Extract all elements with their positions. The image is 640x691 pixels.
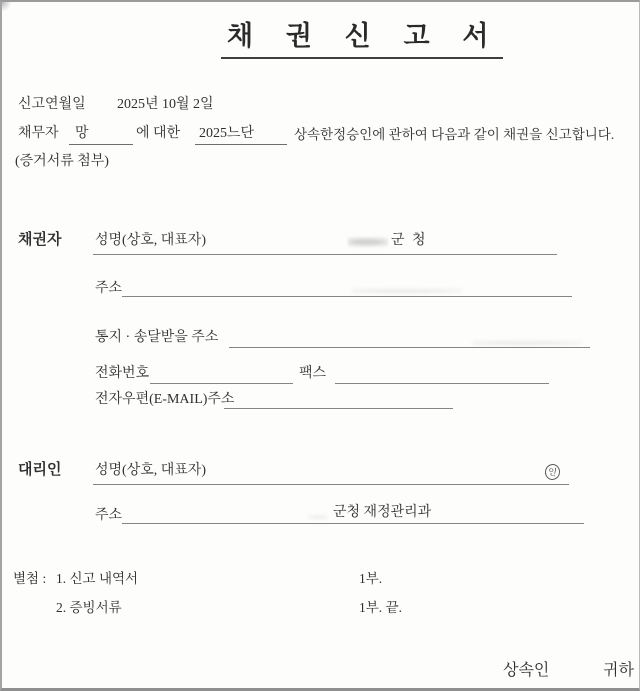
- redacted-text-smudge: [348, 235, 388, 249]
- attachment-item-1-qty: 1부.: [359, 571, 383, 586]
- attachments-label: 별첨 :: [13, 571, 47, 586]
- closing-recipient: 상속인: [503, 662, 550, 679]
- declaration-text: 상속한정승인에 관하여 다음과 같이 채권을 신고합니다.: [294, 127, 615, 142]
- attachment-item-1-name: 1. 신고 내역서: [56, 571, 139, 586]
- scan-smudge: [352, 287, 462, 295]
- report-date-label: 신고연월일: [18, 97, 86, 112]
- case-number-value: 2025느단: [199, 126, 255, 141]
- debtor-value: 망: [75, 126, 89, 141]
- case-number-underline: [195, 144, 287, 145]
- agent-address-label: 주소: [95, 508, 123, 523]
- debtor-connector-text: 에 대한: [136, 126, 181, 141]
- attachment-item-2-name: 2. 증빙서류: [56, 600, 122, 615]
- creditor-fax-underline: [335, 383, 549, 384]
- scan-smudge: [472, 339, 582, 347]
- attachment-item-2-qty: 1부. 끝.: [359, 600, 402, 615]
- agent-address-underline: [122, 523, 584, 524]
- creditor-address-underline: [122, 296, 572, 297]
- creditor-fax-label: 팩스: [299, 366, 327, 381]
- creditor-name-label: 성명(상호, 대표자): [95, 233, 206, 248]
- evidence-note: (증거서류 첨부): [15, 154, 109, 169]
- agent-address-value: 군청 재정관리과: [333, 505, 432, 520]
- creditor-phone-underline: [150, 383, 293, 384]
- creditor-email-label: 전자우편(E-MAIL)주소: [95, 392, 235, 407]
- seal-mark-icon: 인: [544, 463, 562, 481]
- scan-smudge: [308, 514, 328, 520]
- creditor-phone-label: 전화번호: [95, 366, 150, 381]
- scan-corner-artifact: [2, 2, 11, 11]
- creditor-notice-address-underline: [229, 347, 590, 348]
- creditor-email-underline: [224, 408, 453, 409]
- closing-honorific: 귀하: [603, 662, 634, 679]
- creditor-name-underline: [93, 254, 557, 255]
- debtor-value-underline: [69, 144, 133, 145]
- agent-section-label: 대리인: [18, 462, 62, 478]
- report-date-value: 2025년 10월 2일: [117, 97, 214, 112]
- creditor-section-label: 채권자: [18, 232, 62, 248]
- creditor-notice-address-label: 통지 · 송달받을 주소: [95, 330, 219, 345]
- document-title: 채 권 신 고 서: [221, 14, 503, 59]
- agent-name-underline: [93, 484, 569, 485]
- agent-name-label: 성명(상호, 대표자): [95, 463, 206, 478]
- creditor-address-label: 주소: [95, 281, 123, 296]
- debtor-label: 채무자: [18, 126, 59, 141]
- creditor-name-value: 군 청: [391, 233, 428, 248]
